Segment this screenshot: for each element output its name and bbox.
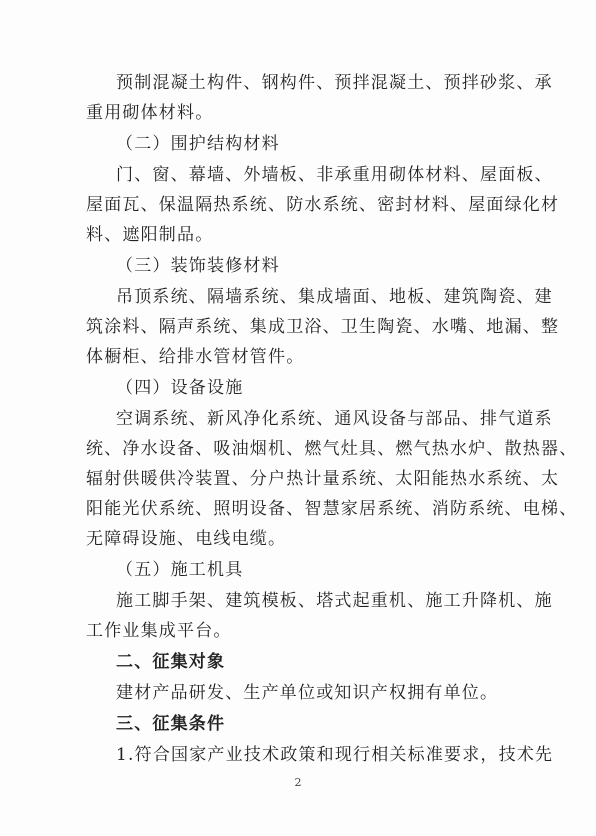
paragraph-line: 建材产品研发、生产单位或知识产权拥有单位。 [116,683,499,703]
paragraph-line: 料、遮阳制品。 [86,225,214,245]
paragraph-line: 统、净水设备、吸油烟机、燃气灶具、燃气热水炉、散热器、 [86,439,578,459]
paragraph-line: 工作业集成平台。 [86,621,232,641]
section-subheading: （二）围护结构材料 [116,134,280,154]
section-heading: 二、征集对象 [116,652,226,672]
section-subheading: （五）施工机具 [116,560,244,580]
paragraph-line: 筑涂料、隔声系统、集成卫浴、卫生陶瓷、水嘴、地漏、整 [86,317,560,337]
paragraph-line: 屋面瓦、保温隔热系统、防水系统、密封材料、屋面绿化材 [86,195,560,215]
paragraph-line: 阳能光伏系统、照明设备、智慧家居系统、消防系统、电梯、 [86,499,578,519]
paragraph-line: 门、窗、幕墙、外墙板、非承重用砌体材料、屋面板、 [116,165,553,185]
section-subheading: （三）装饰装修材料 [116,256,280,276]
paragraph-line: 1.符合国家产业技术政策和现行相关标准要求，技术先 [116,745,554,765]
paragraph-line: 体橱柜、给排水管材管件。 [86,347,305,367]
section-heading: 三、征集条件 [116,714,226,734]
paragraph-line: 预制混凝土构件、钢构件、预拌混凝土、预拌砂浆、承 [116,73,553,93]
page-number: 2 [294,776,302,789]
paragraph-line: 吊顶系统、隔墙系统、集成墙面、地板、建筑陶瓷、建 [116,287,553,307]
paragraph-line: 重用砌体材料。 [86,103,214,123]
paragraph-line: 辐射供暖供冷装置、分户热计量系统、太阳能热水系统、太 [86,469,560,489]
paragraph-line: 空调系统、新风净化系统、通风设备与部品、排气道系 [116,409,553,429]
paragraph-line: 无障碍设施、电线电缆。 [86,529,287,549]
paragraph-line: 施工脚手架、建筑模板、塔式起重机、施工升降机、施 [116,591,553,611]
section-subheading: （四）设备设施 [116,378,244,398]
